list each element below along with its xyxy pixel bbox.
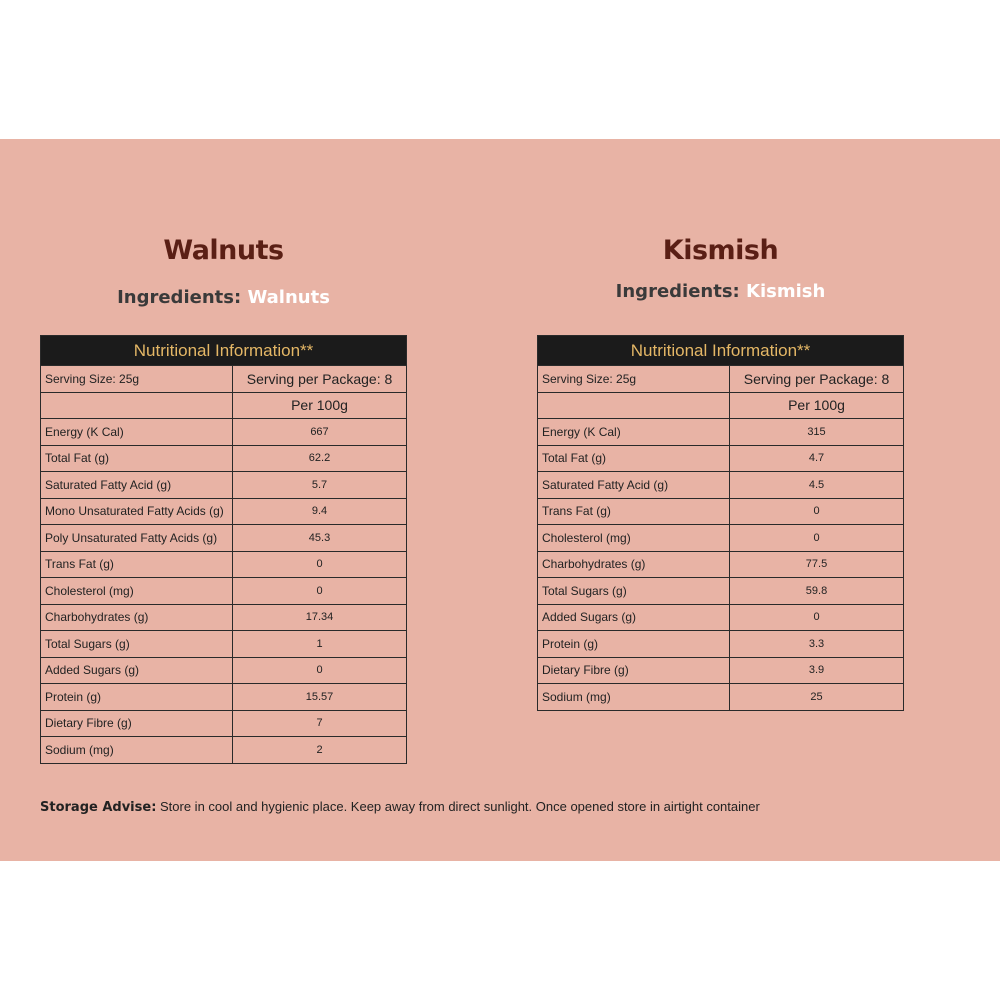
nutrient-value: 3.3 [730, 631, 904, 658]
nutrition-panel [0, 139, 1000, 861]
nutrient-value: 2 [233, 737, 407, 764]
nutrient-value: 667 [233, 419, 407, 446]
nutrient-name: Added Sugars (g) [538, 604, 730, 631]
table-row [41, 419, 407, 446]
nutrient-name: Poly Unsaturated Fatty Acids (g) [41, 525, 233, 552]
nutrient-value: 15.57 [233, 684, 407, 711]
nutrient-name: Trans Fat (g) [41, 551, 233, 578]
nutrient-value: 77.5 [730, 551, 904, 578]
nutrient-name: Energy (K Cal) [41, 419, 233, 446]
nutrient-value: 1 [233, 631, 407, 658]
nutrient-name: Trans Fat (g) [538, 498, 730, 525]
table-row [41, 604, 407, 631]
nutrient-name: Energy (K Cal) [538, 419, 730, 446]
nutrient-name: Dietary Fibre (g) [41, 710, 233, 737]
product-title: Walnuts [163, 235, 284, 266]
ingredients-value: Walnuts [247, 287, 330, 308]
nutrient-value: 4.7 [730, 445, 904, 472]
nutrition-table [40, 335, 407, 764]
nutrient-value: 9.4 [233, 498, 407, 525]
nutrient-name: Protein (g) [538, 631, 730, 658]
nutrient-value: 4.5 [730, 472, 904, 499]
nutrient-value: 5.7 [233, 472, 407, 499]
nutrient-value: 62.2 [233, 445, 407, 472]
nutrient-value: 45.3 [233, 525, 407, 552]
nutrient-value: 25 [730, 684, 904, 711]
nutrition-table [537, 335, 904, 711]
nutrient-name: Total Fat (g) [41, 445, 233, 472]
nutrient-name: Charbohydrates (g) [41, 604, 233, 631]
nutrient-value: 17.34 [233, 604, 407, 631]
table-row [41, 472, 407, 499]
nutrient-name: Mono Unsaturated Fatty Acids (g) [41, 498, 233, 525]
ingredients-label: Ingredients: [615, 281, 740, 302]
table-row [41, 551, 407, 578]
table-row [41, 657, 407, 684]
ingredients-value: Kismish [746, 281, 826, 302]
blank-cell [538, 392, 730, 419]
nutrient-value: 0 [233, 657, 407, 684]
table-row [538, 684, 904, 711]
table-row [538, 604, 904, 631]
table-row [41, 737, 407, 764]
table-row [41, 631, 407, 658]
nutrient-value: 0 [233, 551, 407, 578]
nutrient-name: Total Sugars (g) [41, 631, 233, 658]
table-row [538, 445, 904, 472]
table-row [538, 657, 904, 684]
table-row [538, 525, 904, 552]
nutrient-value: 3.9 [730, 657, 904, 684]
ingredients-label: Ingredients: [117, 287, 242, 308]
storage-advice [40, 799, 760, 815]
table-row [41, 710, 407, 737]
serving-size: Serving Size: 25g [41, 366, 233, 393]
nutrient-name: Cholesterol (mg) [41, 578, 233, 605]
table-header: Nutritional Information** [41, 336, 407, 366]
blank-cell [41, 392, 233, 419]
table-row [538, 419, 904, 446]
table-row [41, 525, 407, 552]
nutrient-name: Saturated Fatty Acid (g) [41, 472, 233, 499]
nutrient-name: Total Sugars (g) [538, 578, 730, 605]
per-100g-label: Per 100g [233, 392, 407, 419]
table-row [41, 684, 407, 711]
per-100g-label: Per 100g [730, 392, 904, 419]
nutrient-value: 7 [233, 710, 407, 737]
serving-per-package: Serving per Package: 8 [233, 366, 407, 393]
ingredients-line [537, 281, 904, 302]
serving-per-package: Serving per Package: 8 [730, 366, 904, 393]
nutrient-name: Protein (g) [41, 684, 233, 711]
table-row [41, 498, 407, 525]
serving-size: Serving Size: 25g [538, 366, 730, 393]
nutrient-name: Sodium (mg) [538, 684, 730, 711]
nutrient-value: 0 [730, 604, 904, 631]
table-row [538, 472, 904, 499]
nutrient-value: 315 [730, 419, 904, 446]
nutrient-value: 59.8 [730, 578, 904, 605]
nutrient-name: Dietary Fibre (g) [538, 657, 730, 684]
table-row [538, 631, 904, 658]
table-row [538, 498, 904, 525]
nutrient-name: Total Fat (g) [538, 445, 730, 472]
storage-label: Storage Advise: [40, 800, 157, 815]
product-title: Kismish [662, 235, 779, 266]
nutrient-value: 0 [730, 525, 904, 552]
nutrient-value: 0 [233, 578, 407, 605]
table-row [41, 445, 407, 472]
nutrient-value: 0 [730, 498, 904, 525]
table-row [41, 578, 407, 605]
nutrient-name: Saturated Fatty Acid (g) [538, 472, 730, 499]
table-row [538, 578, 904, 605]
nutrient-name: Added Sugars (g) [41, 657, 233, 684]
ingredients-line [40, 287, 407, 308]
nutrient-name: Charbohydrates (g) [538, 551, 730, 578]
nutrient-name: Sodium (mg) [41, 737, 233, 764]
nutrient-name: Cholesterol (mg) [538, 525, 730, 552]
table-row [538, 551, 904, 578]
table-header: Nutritional Information** [538, 336, 904, 366]
storage-text: Store in cool and hygienic place. Keep away from direct sunlight. Once opened store in airtight container [156, 799, 760, 814]
